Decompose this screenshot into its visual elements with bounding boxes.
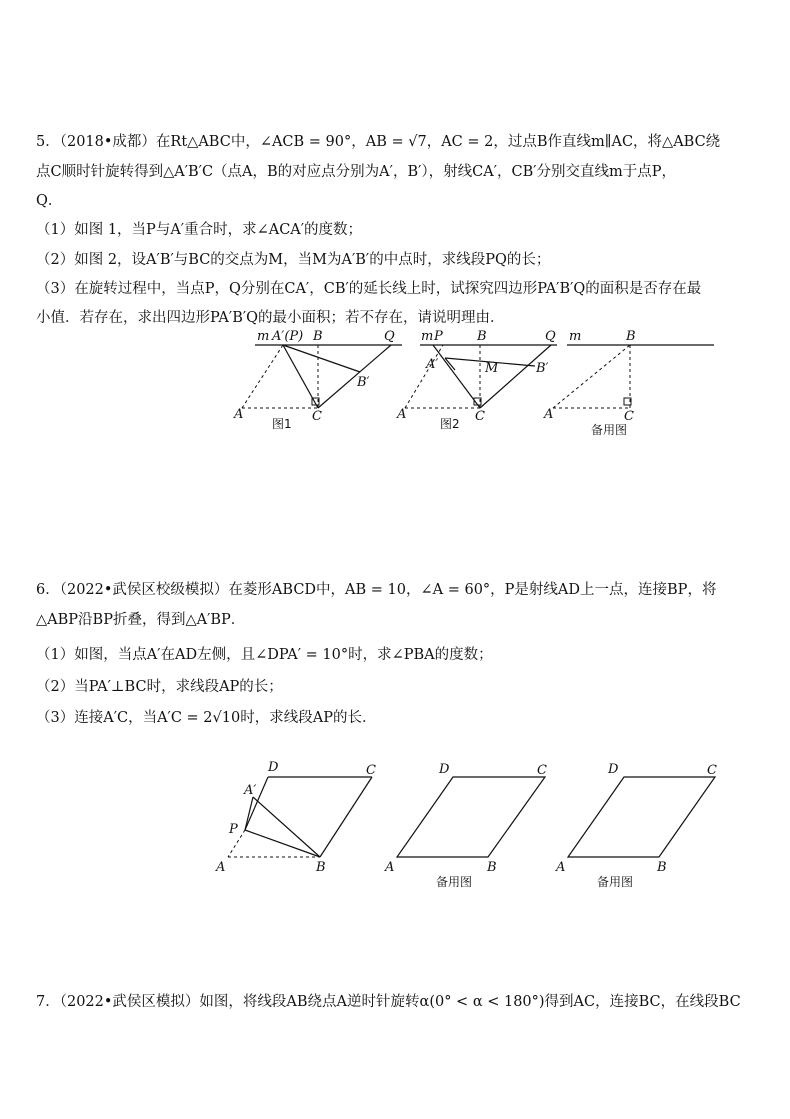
p5-q3a: （3）在旋转过程中，当点P，Q分别在CA′，CB′的延长线上时，试探究四边形PA′B′Q的面积是否存在最 xyxy=(36,281,702,297)
fig1-label-a: A xyxy=(234,407,244,422)
fig1-label-c: C xyxy=(312,409,322,424)
p6-fig1-label-a: A xyxy=(216,860,226,875)
fig2-label-m-point: M xyxy=(485,361,499,376)
p6-fig2-label-b: B xyxy=(487,860,497,875)
p5-line3: Q． xyxy=(36,193,63,209)
p6-fig3-label-b: B xyxy=(657,860,667,875)
p6-fig2-label-a: A xyxy=(385,860,395,875)
fig3-label-m: m xyxy=(569,329,582,344)
fig2-label-bp: B′ xyxy=(536,361,549,376)
p6-fig3-label-a: A xyxy=(556,860,566,875)
p6-fig2-caption: 备用图 xyxy=(436,875,473,889)
p6-fig3-label-d: D xyxy=(608,762,619,777)
p6-fig1-label-ap: A′ xyxy=(244,783,257,798)
p7-line1: 7．（2022•武侯区模拟）如图，将线段AB绕点A逆时针旋转α(0° < α < 180°)得到AC，连接BC，在线段BC xyxy=(36,994,741,1010)
fig2-label-c: C xyxy=(475,409,485,424)
p6-figure-1 xyxy=(215,760,376,875)
p5-figures xyxy=(0,0,790,460)
p6-fig3-caption: 备用图 xyxy=(597,875,634,889)
fig2-label-p: P xyxy=(434,329,443,344)
p5-figure-2 xyxy=(396,329,557,431)
p5-figure-3 xyxy=(543,329,714,437)
p5-q1: （1）如图 1，当P与A′重合时，求∠ACA′的度数； xyxy=(36,222,363,238)
p6-q3: （3）连接A′C，当A′C = 2√10时，求线段AP的长． xyxy=(36,710,377,726)
fig2-label-m: m xyxy=(421,329,434,344)
p5-figure-1 xyxy=(233,329,402,431)
fig1-label-m: m xyxy=(257,329,270,344)
fig3-caption: 备用图 xyxy=(591,423,628,437)
fig1-label-q: Q xyxy=(384,329,395,344)
fig2-label-ap: A′ xyxy=(426,357,439,372)
p5-line1: 5．（2018•成都）在Rt△ABC中，∠ACB = 90°，AB = √7，AC = 2，过点B作直线m∥AC，将△ABC绕 xyxy=(36,134,721,150)
p6-q1: （1）如图，当点A′在AD左侧，且∠DPA′ = 10°时，求∠PBA的度数； xyxy=(36,647,493,663)
fig1-label-ap: A′(P) xyxy=(272,329,304,344)
fig2-label-q: Q xyxy=(545,329,556,344)
p6-fig1-label-b: B xyxy=(316,860,326,875)
p6-figure-2 xyxy=(384,762,547,889)
p5-q3b: 小值．若存在，求出四边形PA′B′Q的最小面积；若不存在，请说明理由． xyxy=(36,310,505,326)
fig1-label-bp: B′ xyxy=(357,375,370,390)
fig1-label-b: B xyxy=(313,329,323,344)
p6-fig2-label-d: D xyxy=(439,762,450,777)
fig3-label-a: A xyxy=(544,407,554,422)
fig3-label-c: C xyxy=(624,409,634,424)
fig1-caption: 图1 xyxy=(272,417,292,431)
p6-fig1-label-d: D xyxy=(268,760,279,775)
p6-line2: △ABP沿BP折叠，得到△A′BP． xyxy=(36,612,246,628)
p5-line2: 点C顺时针旋转得到△A′B′C（点A，B的对应点分别为A′，B′），射线CA′，CB′分别交直线m于点P， xyxy=(36,164,677,180)
p6-figures xyxy=(0,740,790,910)
fig2-label-b: B xyxy=(477,329,487,344)
p6-fig2-label-c: C xyxy=(537,763,547,778)
fig2-caption: 图2 xyxy=(440,417,460,431)
p6-fig3-label-c: C xyxy=(707,763,717,778)
p6-figure-3 xyxy=(555,762,717,889)
p6-fig1-label-c: C xyxy=(366,763,376,778)
p6-q2: （2）当PA′⊥BC时，求线段AP的长； xyxy=(36,679,283,695)
p5-q2: （2）如图 2，设A′B′与BC的交点为M，当M为A′B′的中点时，求线段PQ的长； xyxy=(36,252,551,268)
fig2-label-a: A xyxy=(397,407,407,422)
fig3-label-b: B xyxy=(626,329,636,344)
p6-fig1-label-p: P xyxy=(229,822,238,837)
p6-line1: 6．（2022•武侯区校级模拟）在菱形ABCD中，AB = 10，∠A = 60°，P是射线AD上一点，连接BP，将 xyxy=(36,582,717,598)
